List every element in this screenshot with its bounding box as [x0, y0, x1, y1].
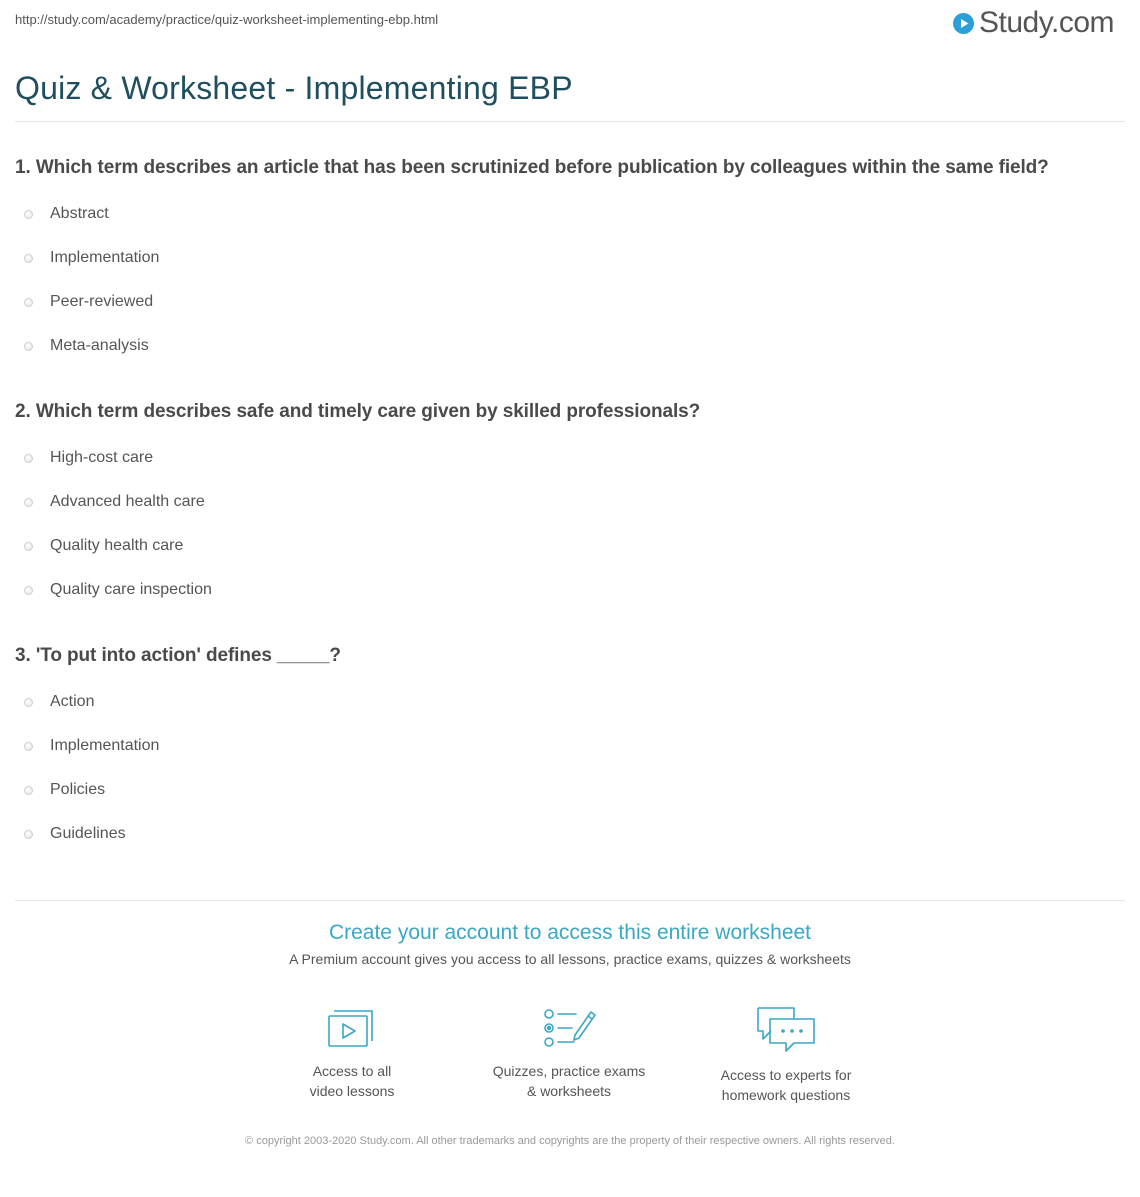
radio-button-icon[interactable]: [24, 742, 33, 751]
quiz-checklist-icon: [479, 1005, 659, 1051]
radio-button-icon[interactable]: [24, 454, 33, 463]
radio-button-icon[interactable]: [24, 298, 33, 307]
radio-button-icon[interactable]: [24, 498, 33, 507]
page-header: [0, 0, 1140, 60]
video-lessons-icon: [262, 1005, 442, 1051]
answer-option[interactable]: [15, 192, 1100, 236]
answer-option[interactable]: [15, 436, 1100, 480]
answer-label: Abstract: [50, 205, 109, 222]
answer-label: Action: [50, 693, 95, 710]
radio-button-icon[interactable]: [24, 698, 33, 707]
cta-divider: [15, 900, 1125, 901]
answer-label: High-cost care: [50, 449, 154, 466]
answer-option[interactable]: [15, 568, 1100, 612]
answer-option[interactable]: [15, 480, 1100, 524]
answer-label: Implementation: [50, 737, 160, 754]
answer-option[interactable]: [15, 680, 1100, 724]
answer-option[interactable]: [15, 724, 1100, 768]
feature-label: Access to all video lessons: [309, 1063, 395, 1099]
answer-label: Meta-analysis: [50, 337, 149, 354]
logo-text: Study.com: [979, 6, 1114, 39]
signup-cta: [0, 921, 1140, 967]
study-logo[interactable]: [953, 6, 1114, 40]
feature-quizzes: [479, 1005, 659, 1101]
answer-option[interactable]: [15, 280, 1100, 324]
copyright-footer: © copyright 2003-2020 Study.com. All other trademarks and copyrights are the property of their respective owners. All rights reserved.: [245, 1135, 895, 1147]
chat-bubbles-icon: [696, 1005, 876, 1055]
question-3: [15, 642, 1100, 856]
cta-subtitle: A Premium account gives you access to all lessons, practice exams, quizzes & worksheets: [289, 951, 851, 967]
play-logo-icon: [953, 13, 974, 34]
radio-button-icon[interactable]: [24, 830, 33, 839]
radio-button-icon[interactable]: [24, 210, 33, 219]
answer-option[interactable]: [15, 524, 1100, 568]
radio-button-icon[interactable]: [24, 586, 33, 595]
page-title: Quiz & Worksheet - Implementing EBP: [15, 70, 573, 106]
cta-link[interactable]: Create your account to access this entire worksheet: [328, 921, 812, 944]
question-text: 1. Which term describes an article that has been scrutinized before publication by colleagues within the same field?: [15, 157, 1049, 178]
answer-label: Quality health care: [50, 537, 184, 554]
feature-label: Access to experts for homework questions: [720, 1067, 852, 1103]
radio-button-icon[interactable]: [24, 786, 33, 795]
radio-button-icon[interactable]: [24, 342, 33, 351]
answer-label: Quality care inspection: [50, 581, 212, 598]
question-text: 2. Which term describes safe and timely care given by skilled professionals?: [15, 401, 701, 422]
answer-option[interactable]: [15, 768, 1100, 812]
answer-label: Peer-reviewed: [50, 293, 154, 310]
question-text: 3. 'To put into action' defines _____?: [15, 645, 341, 666]
question-list: [15, 154, 1100, 886]
answer-label: Advanced health care: [50, 493, 205, 510]
title-divider: [15, 121, 1125, 122]
answer-option[interactable]: [15, 236, 1100, 280]
question-1: [15, 154, 1100, 368]
answer-label: Implementation: [50, 249, 160, 266]
radio-button-icon[interactable]: [24, 254, 33, 263]
feature-label: Quizzes, practice exams & worksheets: [492, 1063, 646, 1099]
radio-button-icon[interactable]: [24, 542, 33, 551]
question-2: [15, 398, 1100, 612]
feature-video-lessons: [262, 1005, 442, 1101]
feature-list: [0, 1005, 1140, 1105]
page-url: http://study.com/academy/practice/quiz-worksheet-implementing-ebp.html: [15, 12, 439, 27]
answer-label: Policies: [50, 781, 106, 798]
answer-option[interactable]: [15, 324, 1100, 368]
answer-option[interactable]: [15, 812, 1100, 856]
answer-label: Guidelines: [50, 825, 126, 842]
feature-experts: [696, 1005, 876, 1105]
